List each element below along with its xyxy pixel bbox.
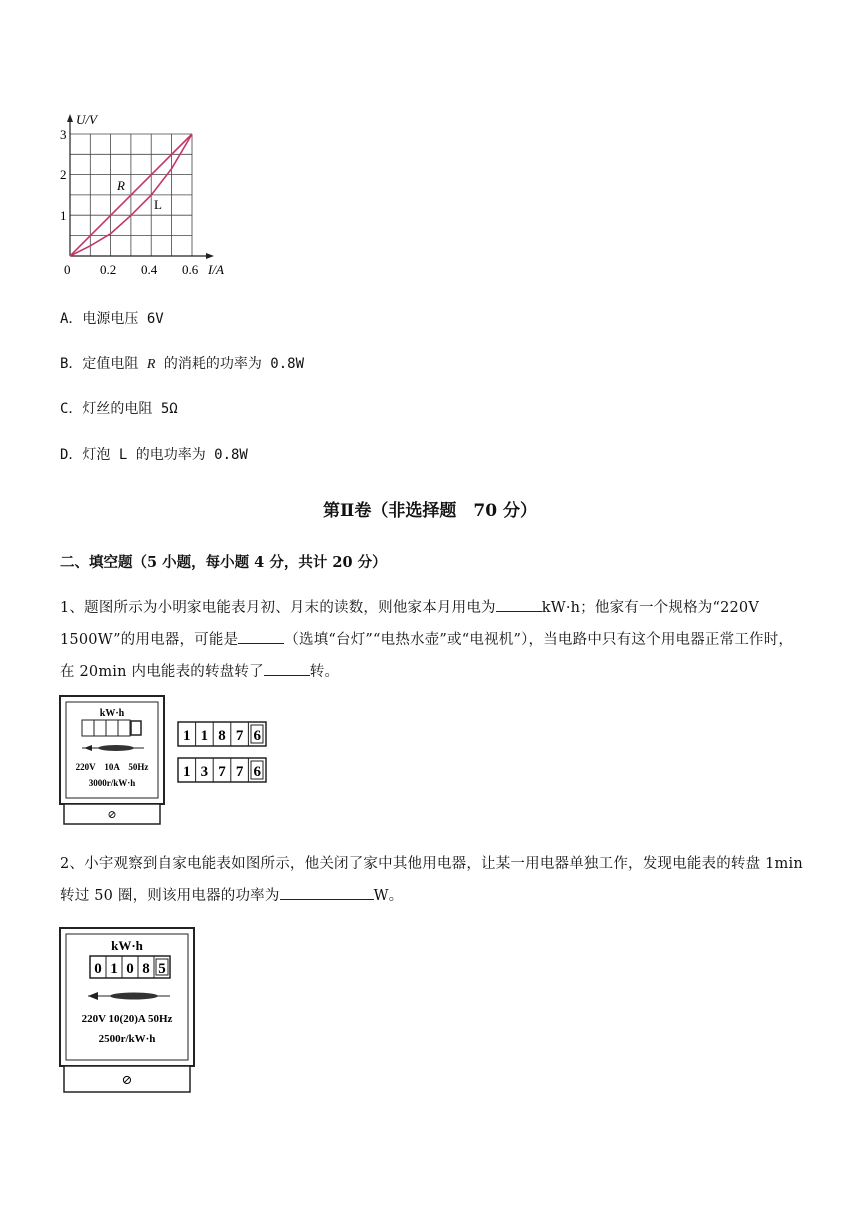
meter-1-reading-start <box>178 722 266 746</box>
svg-text:7: 7 <box>218 764 226 780</box>
meter-1-unit: kW·h <box>99 708 125 719</box>
option-a: A．电源电压 6V <box>60 311 164 327</box>
meter-1-figure <box>58 694 278 830</box>
meter-2-spec: 220V 10(20)A 50Hz <box>81 1013 173 1025</box>
svg-text:1: 1 <box>110 961 118 977</box>
x-tick-0-2: 0.2 <box>100 262 117 277</box>
meter-1-rev: 3000r/kW·h <box>88 778 136 788</box>
meter-1-knob-icon: ⊘ <box>107 809 117 821</box>
series-l-label: L <box>154 197 162 212</box>
y-tick-2: 2 <box>60 167 67 182</box>
meter-2-knob-icon: ⊘ <box>121 1072 133 1087</box>
section-title: 第Ⅱ卷（非选择题 70 分） <box>323 501 537 521</box>
meter-1-spec: 220V 10A 50Hz <box>75 762 149 772</box>
meter-2-unit: kW·h <box>111 938 143 953</box>
svg-text:1: 1 <box>183 728 191 744</box>
meter-2-figure <box>58 926 198 1096</box>
blank-1 <box>496 597 542 612</box>
svg-text:0: 0 <box>94 961 102 977</box>
blank-4 <box>280 885 374 900</box>
y-tick-3: 3 <box>60 127 67 142</box>
svg-text:0: 0 <box>126 961 134 977</box>
svg-text:8: 8 <box>142 961 150 977</box>
svg-text:3: 3 <box>200 764 209 780</box>
blank-2 <box>238 629 284 644</box>
option-d: D．灯泡 L 的电功率为 0.8W <box>60 447 248 463</box>
meter-2-rev: 2500r/kW·h <box>98 1033 156 1045</box>
svg-text:1: 1 <box>183 764 191 780</box>
svg-text:7: 7 <box>235 728 244 744</box>
y-tick-1: 1 <box>60 208 67 223</box>
svg-text:6: 6 <box>253 728 261 744</box>
x-tick-0-4: 0.4 <box>141 262 158 277</box>
y-axis-arrow <box>67 114 73 122</box>
subsection-title: 二、填空题（5 小题，每小题 4 分，共计 20 分） <box>60 554 387 571</box>
option-b: B．定值电阻 R 的消耗的功率为 0.8W <box>60 356 305 372</box>
meter-1-reading-end <box>178 758 266 782</box>
x-axis-arrow <box>206 253 214 259</box>
svg-text:5: 5 <box>158 961 166 977</box>
svg-text:1: 1 <box>200 728 209 744</box>
option-c: C．灯丝的电阻 5Ω <box>60 401 178 417</box>
y-axis-label: U/V <box>76 112 97 127</box>
question-2: 2、小宇观察到自家电能表如图所示，他关闭了家中其他用电器，让某一用电器单独工作，发现电能表的转盘 1min 转过 50 圈，则该用电器的功率为 W。 <box>60 856 803 904</box>
svg-text:7: 7 <box>235 764 244 780</box>
x-tick-0-6: 0.6 <box>182 262 199 277</box>
x-axis-label: I/A <box>208 262 224 277</box>
series-r-label: R <box>117 178 125 193</box>
x-tick-0: 0 <box>64 262 71 277</box>
u-i-graph <box>50 108 240 280</box>
blank-3 <box>264 661 310 676</box>
question-1: 1、题图所示为小明家电能表月初、月末的读数，则他家本月用电为 kW·h；他家有一个规格为“220V 1500W”的用电器，可能是 （选填“台灯”“电热水壶”或“电视机”），当电路中只有这个用电器正常工作时，在 20min 内电能表的转盘转了 转。 <box>60 592 804 688</box>
svg-text:8: 8 <box>218 728 226 744</box>
svg-text:6: 6 <box>253 764 261 780</box>
